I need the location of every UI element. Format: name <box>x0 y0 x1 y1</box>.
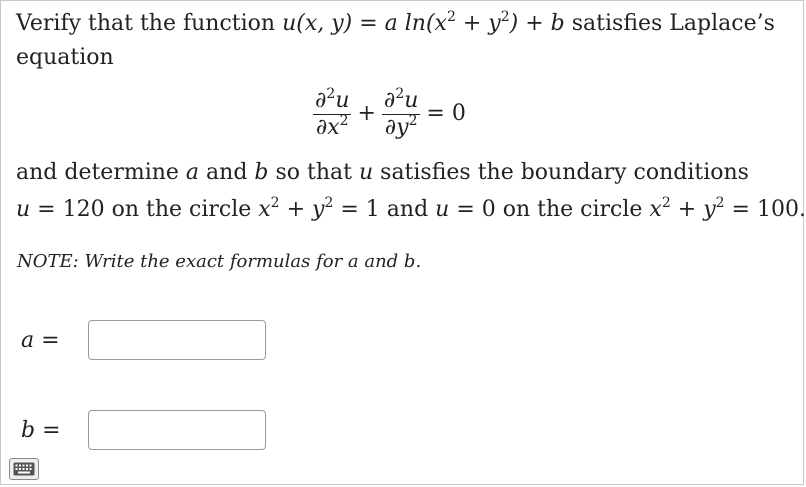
plus-sign: + <box>357 101 376 126</box>
equals-zero: = 0 <box>426 101 466 126</box>
note-text: NOTE: Write the exact formulas for a and b. <box>17 251 422 272</box>
problem-line-3: and determine a and b so that u satisfies the boundary conditions <box>16 160 749 185</box>
answer-row-a <box>21 319 266 361</box>
keyboard-icon <box>13 462 35 476</box>
answer-row-b <box>21 409 266 451</box>
laplace-equation <box>313 83 472 145</box>
problem-line-2: equation <box>16 45 114 70</box>
boundary-conditions: u = 120 on the circle $x^2 + y^2 = 1$ and u = 0 on the circle $x^2 + y^2 = 100$. <box>16 195 806 222</box>
fraction-d2u-dy2: $\frac{\partial^2u}{\partial y^2}$ <box>383 85 419 140</box>
keyboard-button[interactable] <box>9 458 39 480</box>
answer-input-a[interactable] <box>88 320 266 360</box>
function-expression: u(x, y) = a $\ln(x^2 + y^2) + b$ <box>282 9 565 36</box>
problem-text: Verify that the function <box>16 11 283 36</box>
answer-label-b: b = <box>21 417 61 443</box>
fraction-d2u-dx2: $\frac{\partial^2u}{\partial x^2}$ <box>315 85 350 140</box>
problem-text: satisfies Laplace’s <box>564 11 775 36</box>
answer-input-b[interactable] <box>88 410 266 450</box>
answer-label-a: a = <box>21 327 60 353</box>
problem-line-1 <box>16 11 775 37</box>
